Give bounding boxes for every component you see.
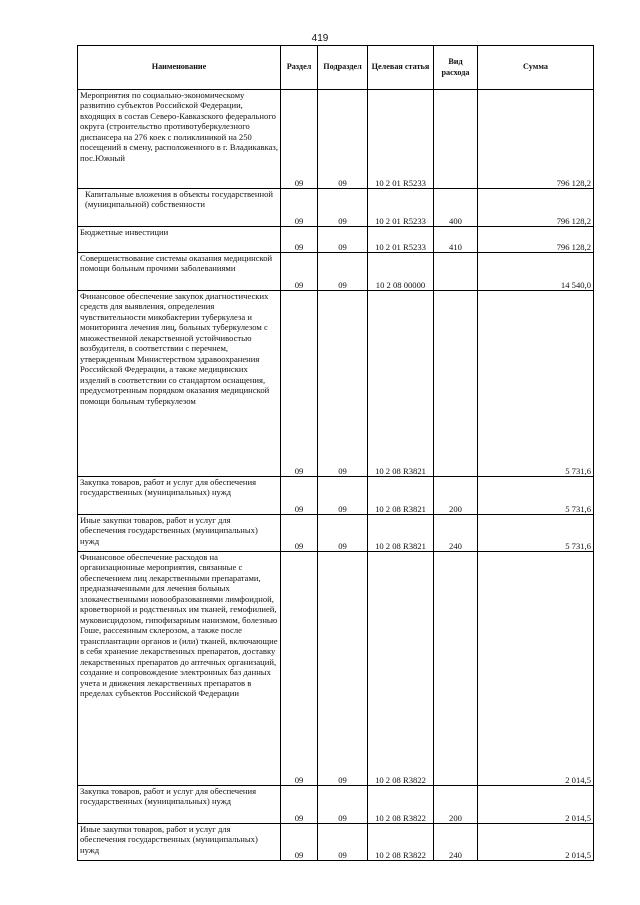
row-amount-cell: 14 540,0 bbox=[478, 253, 594, 291]
row-amount-cell: 796 128,2 bbox=[478, 189, 594, 227]
table-row bbox=[78, 253, 594, 291]
row-section-cell: 09 bbox=[281, 786, 318, 824]
row-subsection-cell: 09 bbox=[318, 786, 368, 824]
row-type-cell bbox=[434, 90, 478, 189]
row-type-cell bbox=[434, 552, 478, 786]
header-expense-type: Вид расхода bbox=[434, 46, 478, 90]
row-subsection-cell: 09 bbox=[318, 477, 368, 515]
row-subsection-cell: 09 bbox=[318, 227, 368, 253]
row-name-cell: Закупка товаров, работ и услуг для обеспечения государственных (муниципальных) нужд bbox=[78, 786, 281, 824]
table-header-row bbox=[78, 46, 594, 90]
row-name-cell: Бюджетные инвестиции bbox=[78, 227, 281, 253]
table-row bbox=[78, 291, 594, 477]
row-subsection-cell: 09 bbox=[318, 90, 368, 189]
row-amount-cell: 796 128,2 bbox=[478, 90, 594, 189]
row-name-cell: Финансовое обеспечение расходов на организационные мероприятия, связанные с обеспечением лиц лекарственными препаратами, предназначенными для лечения больных злокачественными новообразованиями лимфоидной, кроветворной и родственных им тканей, гемофилией, муковисцидозом, гипофизарным нанизмом, болезнью Гоше, рассеянным склерозом, а также после трансплантации органов и (или) тканей, включающие в себя хранение лекарственных препаратов, доставку лекарственных препаратов до аптечных организаций, создание и сопровождение электронных баз данных учета и движения лекарственных препаратов в пределах субъектов Российской Федерации bbox=[78, 552, 281, 786]
row-article-cell: 10 2 08 R3821 bbox=[368, 291, 434, 477]
row-type-cell: 240 bbox=[434, 824, 478, 861]
row-article-cell: 10 2 08 R3822 bbox=[368, 824, 434, 861]
row-article-cell: 10 2 08 R3822 bbox=[368, 552, 434, 786]
header-subsection: Подраздел bbox=[318, 46, 368, 90]
row-amount-cell: 5 731,6 bbox=[478, 515, 594, 552]
table-row bbox=[78, 189, 594, 227]
table-row bbox=[78, 227, 594, 253]
row-amount-cell: 2 014,5 bbox=[478, 786, 594, 824]
row-article-cell: 10 2 01 R5233 bbox=[368, 90, 434, 189]
row-article-cell: 10 2 08 R3822 bbox=[368, 786, 434, 824]
table-row bbox=[78, 824, 594, 861]
row-name-cell: Капитальные вложения в объекты государственной (муниципальной) собственности bbox=[78, 189, 281, 227]
row-amount-cell: 5 731,6 bbox=[478, 291, 594, 477]
row-subsection-cell: 09 bbox=[318, 824, 368, 861]
row-article-cell: 10 2 08 00000 bbox=[368, 253, 434, 291]
row-type-cell: 200 bbox=[434, 477, 478, 515]
row-section-cell: 09 bbox=[281, 227, 318, 253]
budget-table bbox=[77, 45, 594, 861]
row-name-cell: Финансовое обеспечение закупок диагностических средств для выявления, определения чувствительности микобактерии туберкулеза и мониторинга лечения лиц, больных туберкулезом с множественной лекарственной устойчивостью возбудителя, в соответствии с перечнем, утвержденным Министерством здравоохранения Российской Федерации, а также медицинских изделий в соответствии со стандартом оснащения, предусмотренным порядком оказания медицинской помощи больным туберкулезом bbox=[78, 291, 281, 477]
header-section: Раздел bbox=[281, 46, 318, 90]
row-amount-cell: 2 014,5 bbox=[478, 824, 594, 861]
row-section-cell: 09 bbox=[281, 477, 318, 515]
row-article-cell: 10 2 08 R3821 bbox=[368, 515, 434, 552]
header-name: Наименование bbox=[78, 46, 281, 90]
row-section-cell: 09 bbox=[281, 189, 318, 227]
row-article-cell: 10 2 08 R3821 bbox=[368, 477, 434, 515]
row-type-cell bbox=[434, 253, 478, 291]
row-subsection-cell: 09 bbox=[318, 291, 368, 477]
row-amount-cell: 2 014,5 bbox=[478, 552, 594, 786]
row-amount-cell: 796 128,2 bbox=[478, 227, 594, 253]
row-type-cell: 400 bbox=[434, 189, 478, 227]
row-subsection-cell: 09 bbox=[318, 552, 368, 786]
page-number: 419 bbox=[311, 33, 329, 44]
row-type-cell: 410 bbox=[434, 227, 478, 253]
table-row bbox=[78, 786, 594, 824]
row-subsection-cell: 09 bbox=[318, 189, 368, 227]
row-name-cell: Совершенствование системы оказания медицинской помощи больным прочими заболеваниями bbox=[78, 253, 281, 291]
row-section-cell: 09 bbox=[281, 552, 318, 786]
row-section-cell: 09 bbox=[281, 824, 318, 861]
row-name-cell: Закупка товаров, работ и услуг для обеспечения государственных (муниципальных) нужд bbox=[78, 477, 281, 515]
row-amount-cell: 5 731,6 bbox=[478, 477, 594, 515]
row-type-cell bbox=[434, 291, 478, 477]
table-row bbox=[78, 515, 594, 552]
row-name-cell: Иные закупки товаров, работ и услуг для обеспечения государственных (муниципальных) нужд bbox=[78, 824, 281, 861]
row-name-cell: Иные закупки товаров, работ и услуг для обеспечения государственных (муниципальных) нужд bbox=[78, 515, 281, 552]
table-row bbox=[78, 477, 594, 515]
table-row bbox=[78, 90, 594, 189]
row-subsection-cell: 09 bbox=[318, 515, 368, 552]
row-section-cell: 09 bbox=[281, 291, 318, 477]
row-name-cell: Мероприятия по социально-экономическому развитию субъектов Российской Федерации, входящих в состав Северо-Кавказского федерального округа (строительство противотуберкулезного диспансера на 276 коек с поликлиникой на 250 посещений в смену, расположенного в г. Владикавказ, пос.Южный bbox=[78, 90, 281, 189]
row-article-cell: 10 2 01 R5233 bbox=[368, 189, 434, 227]
row-section-cell: 09 bbox=[281, 515, 318, 552]
row-article-cell: 10 2 01 R5233 bbox=[368, 227, 434, 253]
table-row bbox=[78, 552, 594, 786]
row-type-cell: 240 bbox=[434, 515, 478, 552]
row-subsection-cell: 09 bbox=[318, 253, 368, 291]
row-section-cell: 09 bbox=[281, 253, 318, 291]
header-amount: Сумма bbox=[478, 46, 594, 90]
row-section-cell: 09 bbox=[281, 90, 318, 189]
header-target-article: Целевая статья bbox=[368, 46, 434, 90]
row-type-cell: 200 bbox=[434, 786, 478, 824]
